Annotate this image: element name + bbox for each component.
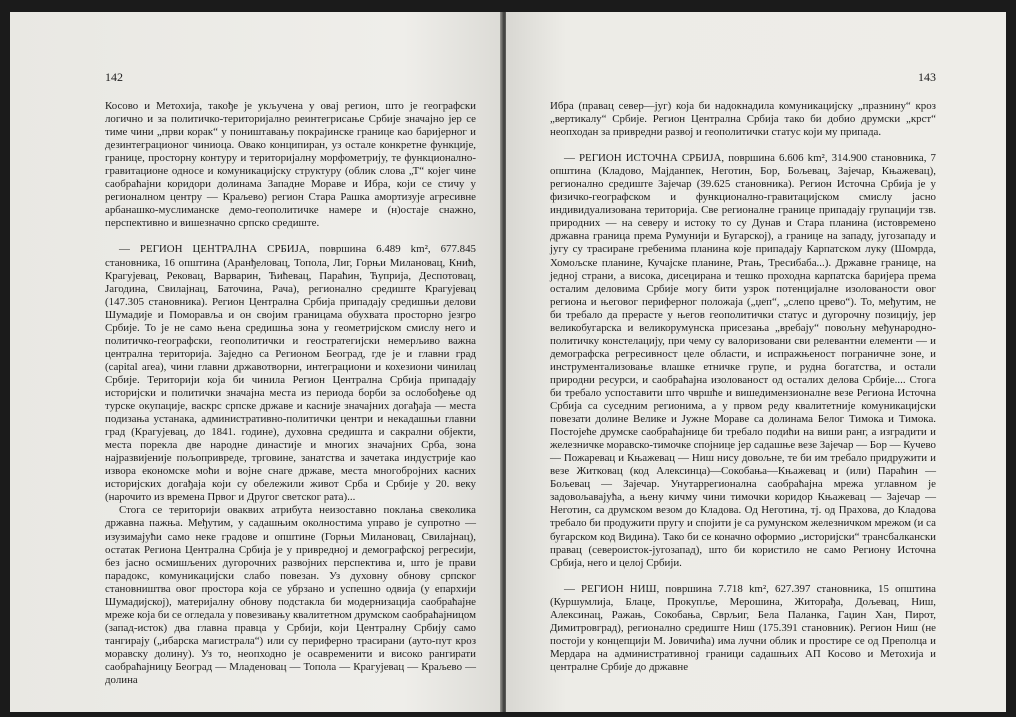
left-paragraph-3: Стога се територији оваквих атрибута неизоставно поклања свеколика државна пажња. Међутим, у садашњим околностима управо је супротно — изузимајући само неке градове и општине (Горњи Милановац, Свилајнац), остатак Региона Централна Србија је у привредној и демографској регресији, без јасно осмишљених дугорочних развојних перспектива и, што је прави парадокс, комуникацијски слабо повезан. Уз духовну обнову српског становништва овог простора која се убрзано и успешно одвија (у епархији Шумадијској), материјалну обнову подстакла би модернизација саобраћајне мреже која би се огледала у повезивању квалитетном друмском саобраћајницом (запад-исток) два главна правца у Србији, који Централну Србију само тангирају („ибарска магистрала“) или су периферно трасирани (ауто-пут кроз моравску долину). Уз то, неопходно је осавременити и високо рангирати саобраћајницу Београд — Младеновац — Топола — Крагујевац — Краљево — долина xyxy=(105,504,476,687)
right-page-number: 143 xyxy=(918,70,936,84)
right-page-text xyxy=(550,100,936,674)
left-page xyxy=(10,12,502,712)
left-page-number: 142 xyxy=(105,70,123,84)
right-page xyxy=(506,12,1006,712)
right-paragraph-2: — РЕГИОН ИСТОЧНА СРБИЈА, површина 6.606 km², 314.900 становника, 7 општина (Кладово, Мајданпек, Неготин, Бор, Бољевац, Зајечар, Књажевац), регионално средиште Зајечар (39.625 становника). Регион Источна Србија је у физичко-географском и функционално-гравитацијском смислу јасно индивидуализована територија. Све регионалне границе припадају групацији тзв. природних — на северу и истоку то су Дунав и Стара планина (истовремено државна граница према Румунији и Бугарској), а границе на западу, југозападу и југу су трасиране гребенима планина које припадају Карпатском луку (Шомрда, Хомољске планине, Кучајске планине, Ртањ, Тресибаба...). Државне границе, на једној страни, а висока, дисецирана и тешко проходна карпатска баријера према осталим деловима Србије могу бити узрок потенцијалне изолованости овог региона и његовог периферног положаја („џеп“, „слепо црево“). То, међутим, не би требало да прерасте у његов геополитички статус и дугорочну позицију, јер великобугарска и великорумунска присезања „вребају“ повољну међународно-политичку констелацију, при чему су валоризовани сви релевантни елементи — и демографска регресивност целе области, и испражњеност пограничне зоне, и инструментализовање влашке етничке групе, и рудна богатства, и остали природни ресурси, и саобраћајна изолованост од осталих делова Србије.... Стога би требало успоставити што чвршће и вишедимензионалне везе Региона Источна Србија са суседним регионима, а у првом реду квалитетније комуникацијски повезати долине Велике и Јужне Мораве са долинама Белог Тимока и Тимока. Постојеће друмске саобраћајнице би требало подићи на виши ранг, а изградити и железничке моравско-тимочке спојнице јер садашње везе Зајечар — Бор — Кучево — Пожаревац и Књажевац — Ниш нису довољне, те би им требало придружити и везе Житковац (код Алексинца)—Сокобања—Књажевац и (или) Параћин — Бољевац — Зајечар. Унутаррегионална саобраћајна мрежа углавном је задовољавајућа, а њену кичму чини тимочки коридор Књажевац — Зајечар — Неготин, са друмском везом до Кладова. Од Неготина, тј. од Прахова, до Кладова требало би продужити пругу и спојити је са румунском железничком мрежом (и са бугарском код Видина). Тако би се коначно оформио „историјски“ трансбалкански правац (североисток-југозапад), што би користило не само Региону Источна Србија, него и целој Србији. xyxy=(550,152,936,569)
right-paragraph-3: — РЕГИОН НИШ, површина 7.718 km², 627.397 становника, 15 општина (Куршумлија, Блаце, Прокупље, Мерошина, Житорађа, Дољевац, Ниш, Алексинац, Ражањ, Сокобања, Сврљиг, Бела Паланка, Гаџин Хан, Пирот, Димитровград), регионално средиште Ниш (175.391 становник). Регион Ниш (не постоји у концепцији М. Јовичића) има лучни облик и простире се од Преполца и Мердара на административној граници садашњих АП Косово и Метохија и централне Србије до државне xyxy=(550,582,936,673)
left-page-text xyxy=(105,100,476,687)
left-paragraph-2: — РЕГИОН ЦЕНТРАЛНА СРБИЈА, површина 6.489 km², 677.845 становника, 16 општина (Аранђеловац, Топола, Лиг, Горњи Милановац, Кнић, Крагујевац, Рековац, Варварин, Ћићевац, Параћин, Ћуприја, Деспотовац, Јагодина, Свилајнац, Баточина, Рача), регионално средиште Крагујевац (147.305 становника). Регион Централна Србија припадају средишњи делови Шумадије и Поморавља и он својим границама обухвата просторно језгро Србије. То је не само њена средишња зона у геометријском смислу него и политичко-географски, геополитички и геостратегијски немерљиво важна централна територија. Заједно са Регионом Београд, где је и главни град (capital area), чини главни државотворни, интеграциони и кохезиони чинилац Србије. Територији која би чинила Регион Централна Србија припадају историјски и политички значајна места из периода борби за ослобођење од турске окупације, васкрс српске државе и касније значајних догађаја — места подизања устанака, административно-политички центри и некадашњи главни град (Крагујевац, до 1841. године), духовна средишта и сакрални објекти, места порекла две народне династије и многих значајних Срба, зона најразвијеније пољопривреде, трговине, занатства и зачетака индустрије као извора економске моћи и војне снаге државе, места многобројних касних историјских догађаја који су обележили живот Срба и Србије у 20. веку (нарочито из времена Првог и Другог светског рата)... xyxy=(105,243,476,504)
right-paragraph-1: Ибра (правац север—југ) која би надокнадила комуникацијску „празнину“ кроз „вертикалу“ Србије. Регион Централна Србија тако би добио друмски „крст“ неопходан за привредни развој и геополитички статус који му припада. xyxy=(550,100,936,139)
left-paragraph-1: Косово и Метохија, такође је укључена у овај регион, што је географски логично и за политичко-територијално реинтегрисање Србије значајно јер се тиме чини „први корак“ у поништавању покрајинске границе као баријерног и дезинтеграционог чиниоца. Овако конципиран, уз остале конкретне функције, границе, просторну контуру и територијалну морфометрију, те функционално-гравитационе односе и комуникациjску структуру (облик слова „Т“ којег чине саобраћајни коридори долинама Западне Мораве и Ибра, који се стичу у регионалном центру — Краљево) регион Стара Рашка амортизује агресивне арбанашко-муслиманске демо-геополитичке намере и (н)остаје снажно, перспективно и вишезначно српско средиште. xyxy=(105,100,476,230)
